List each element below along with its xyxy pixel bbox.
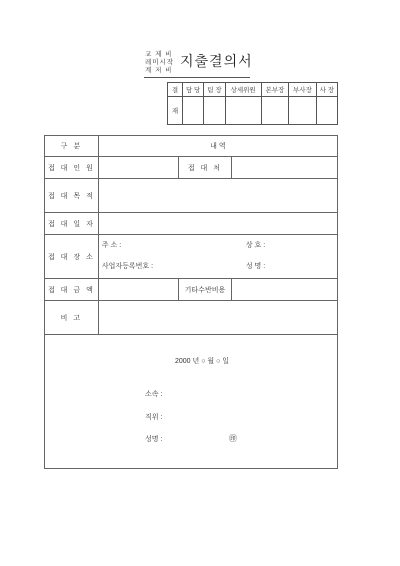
approval-col-busajang: 부사장: [289, 83, 316, 97]
date-label: 접 대 일 자: [45, 213, 99, 235]
remarks-field[interactable]: [98, 301, 337, 335]
category-label-3: 계 저 비: [145, 67, 173, 74]
attendee-place-label: 접 대 처: [178, 157, 232, 179]
company-label: 상 호 :: [245, 242, 266, 249]
sign-label: 성명 :: [145, 436, 163, 443]
signature-section: [45, 335, 338, 469]
approval-side-top: 결: [168, 83, 183, 97]
approval-col-committee: 상세위원: [225, 83, 261, 97]
attendee-place-field[interactable]: [232, 157, 338, 179]
approval-sign-box-3[interactable]: [225, 97, 261, 125]
remarks-label: 비 고: [45, 301, 99, 335]
approval-col-bonbujang: 본부장: [261, 83, 288, 97]
approval-col-sajang: 사 장: [316, 83, 337, 97]
purpose-label: 접 대 목 적: [45, 179, 99, 213]
approval-side-bottom: 재: [168, 97, 183, 125]
approval-col-timjang: 팀 장: [204, 83, 225, 97]
position-label: 직위 :: [145, 414, 163, 421]
approval-sign-box-1[interactable]: [183, 97, 204, 125]
purpose-field[interactable]: [98, 179, 337, 213]
approval-sign-box-6[interactable]: [316, 97, 337, 125]
amount-field[interactable]: [98, 279, 178, 301]
approval-table: [167, 82, 338, 125]
attendee-field[interactable]: [98, 157, 178, 179]
document-title: 지출결의서: [180, 53, 253, 69]
category-label-1: 교 제 비: [145, 51, 173, 58]
amount-label: 접 대 금 액: [45, 279, 99, 301]
approval-sign-box-2[interactable]: [204, 97, 225, 125]
title-underline: [144, 77, 250, 78]
header-naeyeok: 내 역: [98, 136, 337, 157]
approval-sign-box-5[interactable]: [289, 97, 316, 125]
place-label: 접 대 장 소: [45, 235, 99, 279]
place-field[interactable]: [98, 235, 337, 279]
date-line: 2000 년 ○ 월 ○ 일: [175, 358, 230, 365]
other-cost-label: 기타수반비용: [178, 279, 232, 301]
approval-sign-box-4[interactable]: [261, 97, 288, 125]
date-field[interactable]: [98, 213, 337, 235]
other-cost-field[interactable]: [232, 279, 338, 301]
attendee-label: 접 대 인 원: [45, 157, 99, 179]
dept-label: 소속 :: [145, 391, 163, 398]
expense-form-table: [44, 135, 338, 469]
approval-col-damdang: 담 당: [183, 83, 204, 97]
header-gubun: 구 분: [45, 136, 99, 157]
name-label: 성 명 :: [245, 263, 266, 270]
seal-icon: ㊞: [229, 434, 237, 443]
bizno-label: 사업자등록번호 :: [101, 263, 154, 270]
category-label-2: 레미시작: [145, 59, 175, 66]
address-label: 주 소 :: [101, 242, 122, 249]
